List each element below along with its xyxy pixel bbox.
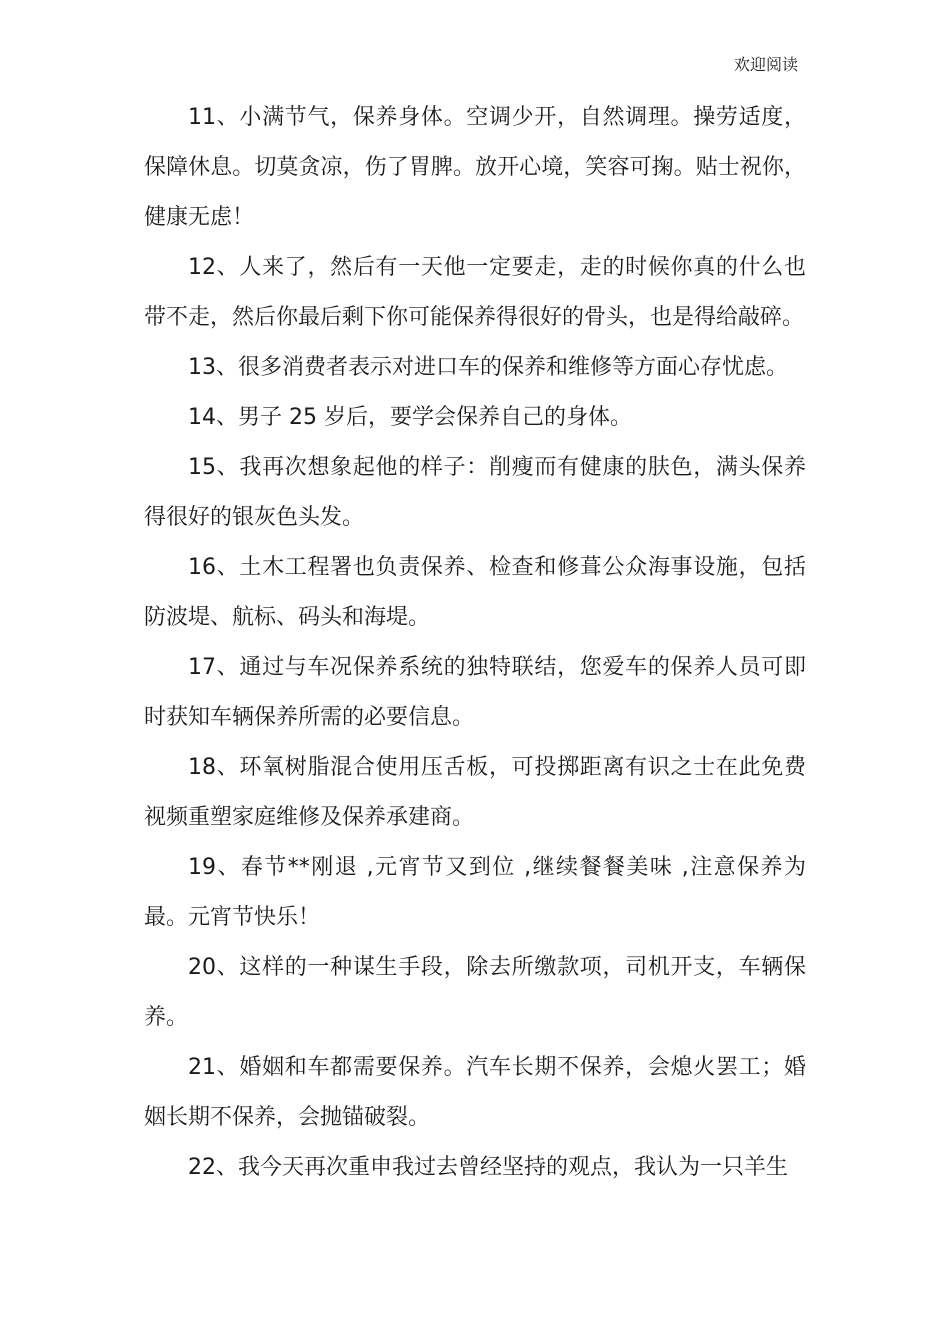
paragraph-19: 19、春节**刚退 ,元宵节又到位 ,继续餐餐美味 ,注意保养为最。元宵节快乐！ (144, 855, 806, 930)
paragraph-21: 21、婚姻和车都需要保养。汽车长期不保养，会熄火罢工；婚姻长期不保养，会抛锚破裂。 (144, 1055, 806, 1130)
paragraph-12: 12、人来了，然后有一天他一定要走，走的时候你真的什么也带不走，然后你最后剩下你可能保养得很好的骨头，也是得给敲碎。 (144, 255, 806, 330)
paragraph-16: 16、土木工程署也负责保养、检查和修葺公众海事设施，包括防波堤、航标、码头和海堤。 (144, 555, 806, 630)
paragraph-15: 15、我再次想象起他的样子：削瘦而有健康的肤色，满头保养得很好的银灰色头发。 (144, 455, 806, 530)
paragraph-11: 11、小满节气，保养身体。空调少开，自然调理。操劳适度，保障休息。切莫贪凉，伤了胃脾。放开心境，笑容可掬。贴士祝你，健康无虑！ (144, 105, 806, 230)
paragraph-22: 22、我今天再次重申我过去曾经坚持的观点，我认为一只羊生 (188, 1155, 788, 1180)
paragraph-18: 18、环氧树脂混合使用压舌板，可投掷距离有识之士在此免费视频重塑家庭维修及保养承建商。 (144, 755, 806, 830)
page-header: 欢迎阅读 (733, 55, 798, 74)
document-body (144, 93, 806, 1193)
paragraph-14: 14、男子 25 岁后，要学会保养自己的身体。 (188, 405, 632, 430)
paragraph-13: 13、很多消费者表示对进口车的保养和维修等方面心存忧虑。 (188, 355, 788, 380)
paragraph-20: 20、这样的一种谋生手段，除去所缴款项，司机开支，车辆保养。 (144, 955, 806, 1030)
paragraph-17: 17、通过与车况保养系统的独特联结，您爱车的保养人员可即时获知车辆保养所需的必要信息。 (144, 655, 806, 730)
